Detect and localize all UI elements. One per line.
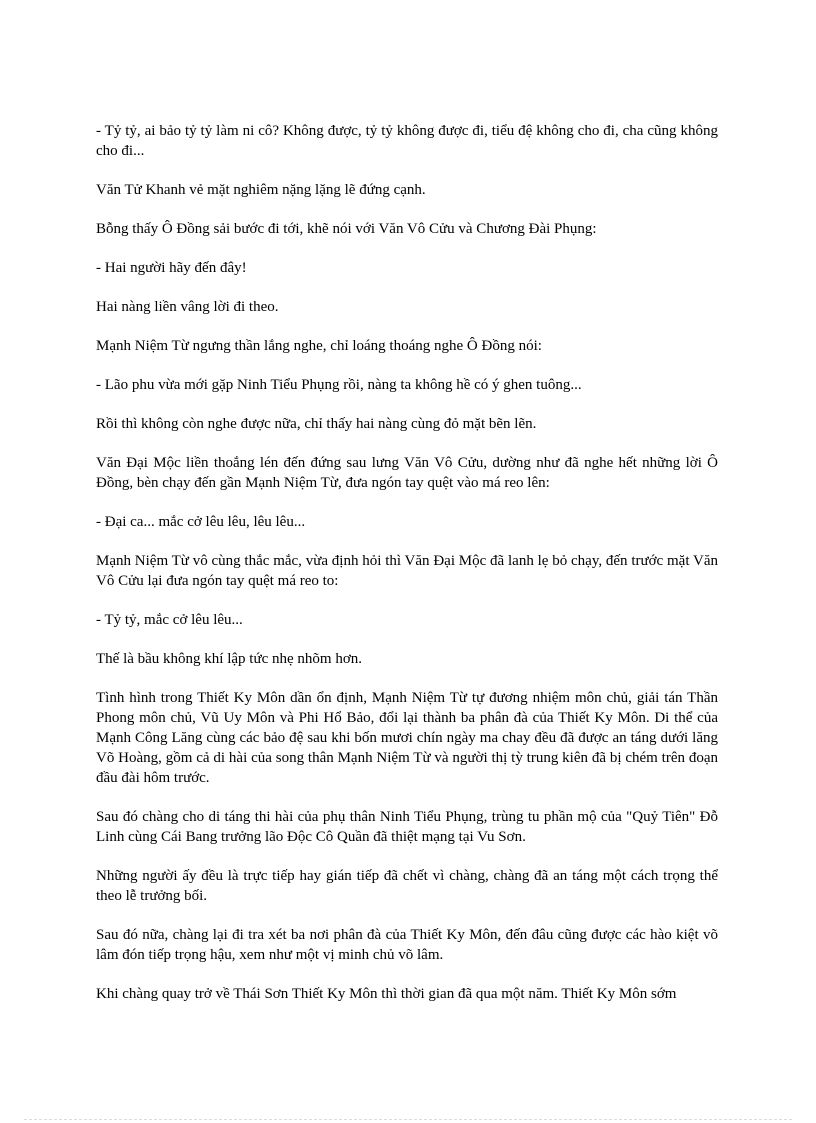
paragraph: - Hai người hãy đến đây! <box>96 260 247 276</box>
paragraph: - Đại ca... mắc cở lêu lêu, lêu lêu... <box>96 514 306 530</box>
paragraph: - Tỷ tỷ, mắc cở lêu lêu... <box>96 612 243 628</box>
paragraph: Khi chàng quay trở về Thái Sơn Thiết Ky Môn thì thời gian đã qua một năm. Thiết Ky Môn sớm <box>96 986 677 1002</box>
paragraph: Sau đó nữa, chàng lại đi tra xét ba nơi phân đà của Thiết Ky Môn, đến đâu cũng được các hào kiệt võ lâm đón tiếp trọng hậu, xem như một vị minh chủ võ lâm. <box>96 927 718 963</box>
paragraph: Bỗng thấy Ô Đồng sải bước đi tới, khẽ nói với Văn Vô Cửu và Chương Đài Phụng: <box>96 221 597 237</box>
document-body <box>96 121 718 1023</box>
paragraph: Mạnh Niệm Từ vô cùng thắc mắc, vừa định hỏi thì Văn Đại Mộc đã lanh lẹ bỏ chạy, đến trước mặt Văn Vô Cửu lại đưa ngón tay quệt má reo to: <box>96 553 718 589</box>
paragraph: Thế là bầu không khí lập tức nhẹ nhõm hơn. <box>96 651 363 667</box>
paragraph: Những người ấy đều là trực tiếp hay gián tiếp đã chết vì chàng, chàng đã an táng một cách trọng thể theo lễ trưởng bối. <box>96 868 718 904</box>
paragraph: Mạnh Niệm Từ ngưng thần lắng nghe, chỉ loáng thoáng nghe Ô Đồng nói: <box>96 338 542 354</box>
paragraph: - Tỷ tỷ, ai bảo tỷ tỷ làm ni cô? Không được, tỷ tỷ không được đi, tiểu đệ không cho đi, cha cũng không cho đi... <box>96 123 718 159</box>
page-bottom-edge <box>24 1119 792 1120</box>
paragraph: Hai nàng liền vâng lời đi theo. <box>96 299 279 315</box>
paragraph: Rồi thì không còn nghe được nữa, chỉ thấy hai nàng cùng đỏ mặt bẽn lẽn. <box>96 416 537 432</box>
paragraph: Tình hình trong Thiết Ky Môn dần ổn định, Mạnh Niệm Từ tự đương nhiệm môn chủ, giải tán Thần Phong môn chủ, Vũ Uy Môn và Phi Hổ Bảo, đổi lại thành ba phân đà của Thiết Ky Môn. Di thể của Mạnh Công Lăng cùng các bảo đệ sau khi bốn mươi chín ngày ma chay đều đã được an táng dưới lăng Võ Hoàng, gồm cả di hài của song thân Mạnh Niệm Từ và người thị tỳ trung kiên đã bị chém trên đoạn đầu đài hôm trước. <box>96 690 718 786</box>
paragraph: Văn Tử Khanh vẻ mặt nghiêm nặng lặng lẽ đứng cạnh. <box>96 182 426 198</box>
paragraph: Văn Đại Mộc liền thoắng lén đến đứng sau lưng Văn Vô Cửu, dường như đã nghe hết những lời Ô Đồng, bèn chạy đến gần Mạnh Niệm Từ, đưa ngón tay quệt vào má reo lên: <box>96 455 718 491</box>
paragraph: Sau đó chàng cho di táng thi hài của phụ thân Ninh Tiểu Phụng, trùng tu phần mộ của "Quỷ Tiên" Đỗ Linh cùng Cái Bang trưởng lão Độc Cô Quần đã thiệt mạng tại Vu Sơn. <box>96 809 718 845</box>
paragraph: - Lão phu vừa mới gặp Ninh Tiểu Phụng rồi, nàng ta không hề có ý ghen tuông... <box>96 377 582 393</box>
